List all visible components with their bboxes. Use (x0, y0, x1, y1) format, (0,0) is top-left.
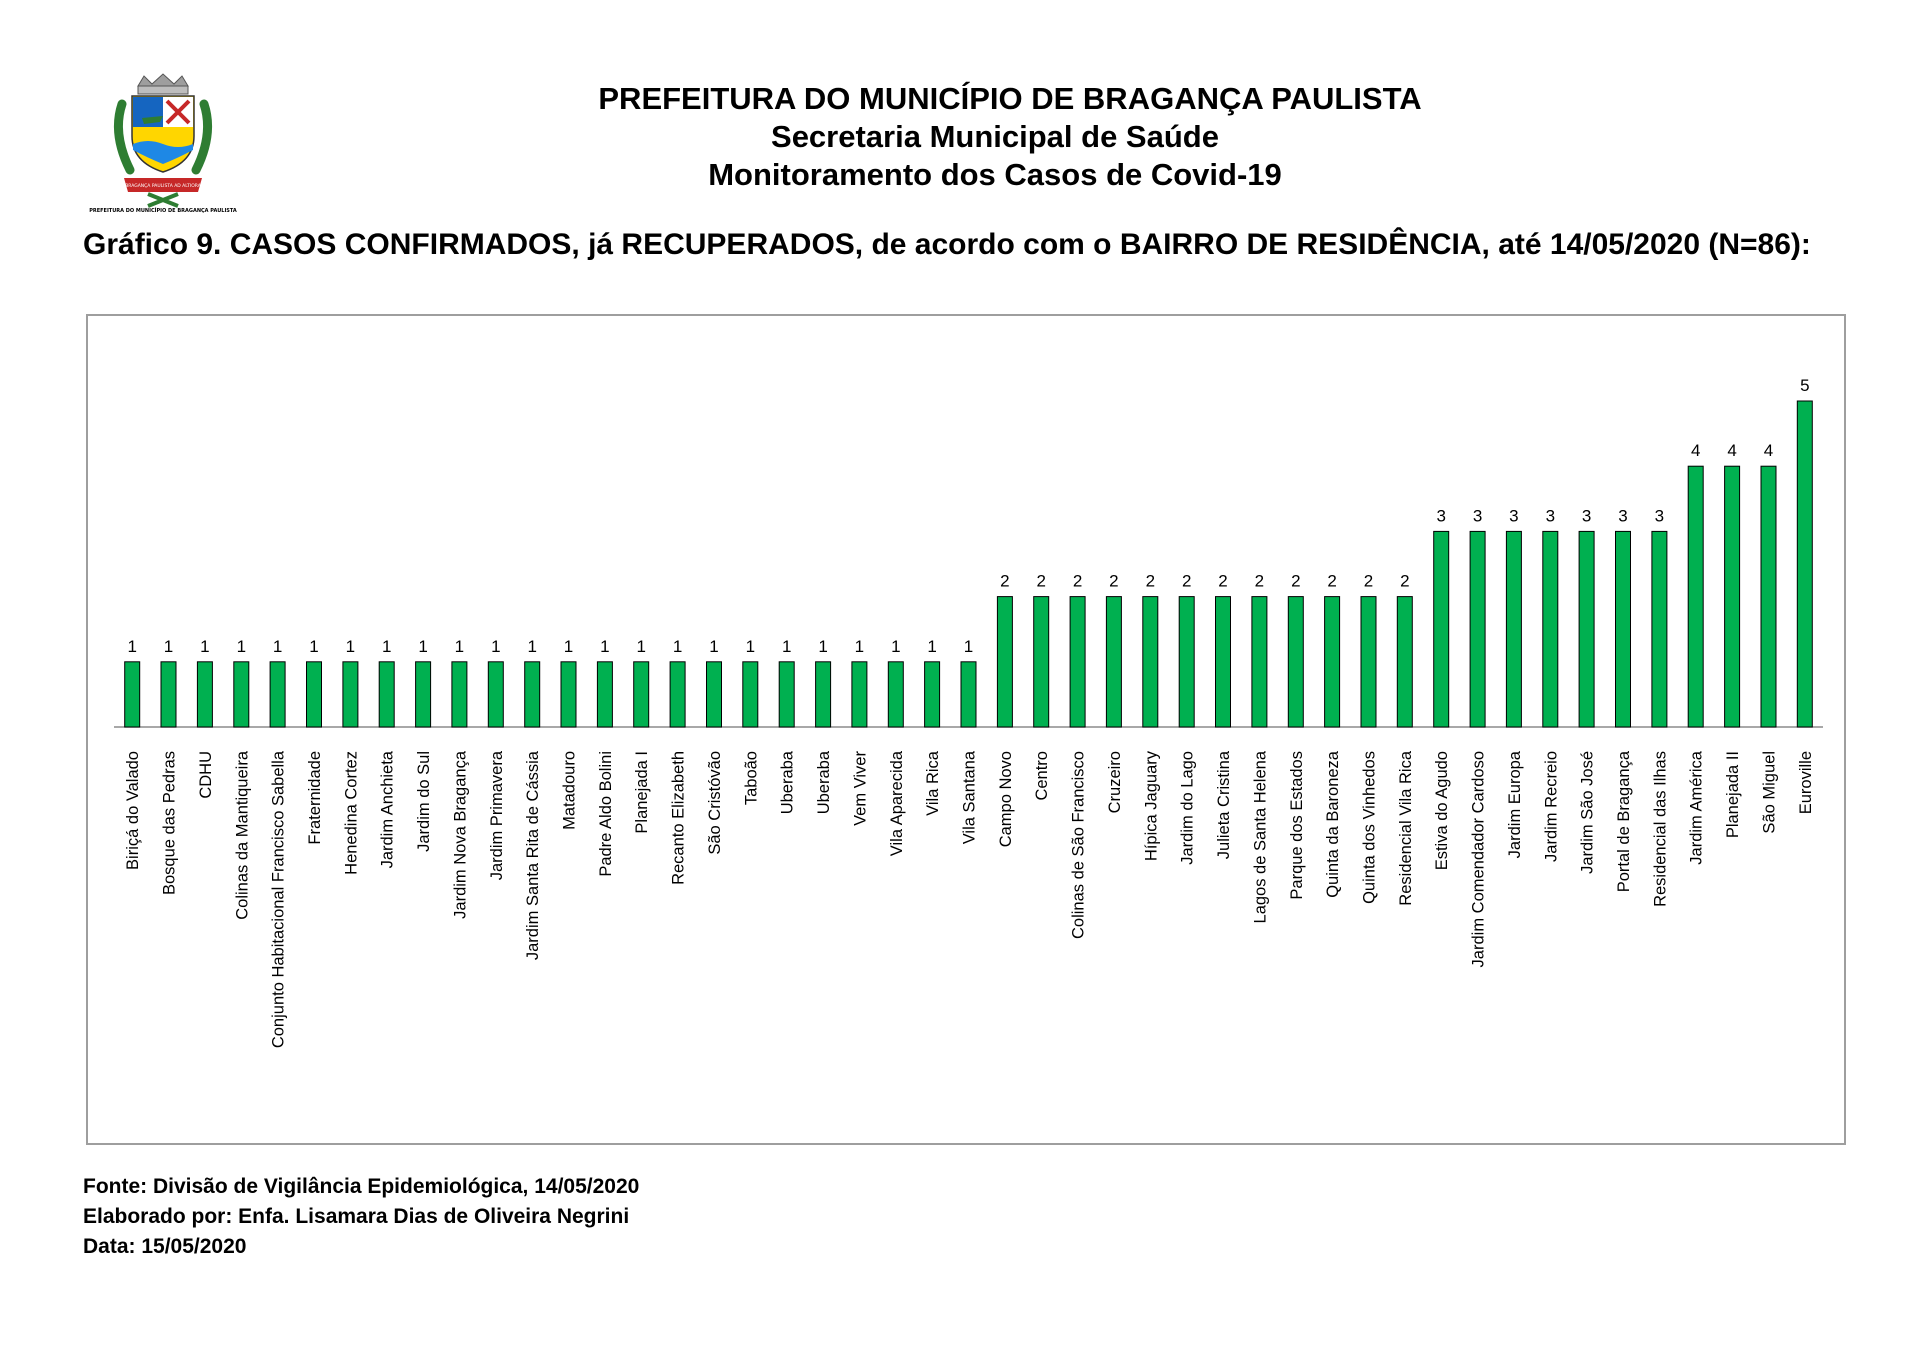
bar-data-label: 2 (1254, 571, 1265, 591)
bar-data-label: 3 (1654, 506, 1665, 526)
bar (561, 662, 576, 727)
bar-data-label: 1 (963, 636, 974, 656)
header-line-3: Monitoramento dos Casos de Covid-19 (708, 157, 1282, 192)
bar-data-label: 2 (1145, 571, 1156, 591)
x-tick-label: Matadouro (560, 751, 579, 830)
logo-banner-text: BRAGANÇA PAULISTA AD ALTIORA (125, 184, 201, 189)
bar (1725, 466, 1740, 727)
bar-data-label: 4 (1690, 441, 1701, 461)
bar (1434, 531, 1449, 727)
header-line-2: Secretaria Municipal de Saúde (771, 119, 1219, 154)
x-tick-label: Conjunto Habitacional Francisco Sabella (269, 751, 288, 1049)
x-tick-label: Parque dos Estados (1287, 751, 1306, 900)
bar (488, 662, 503, 727)
x-tick-label: Julieta Cristina (1215, 751, 1233, 860)
bar (1579, 531, 1594, 727)
bar-data-label: 3 (1618, 506, 1628, 526)
bar (1616, 531, 1631, 727)
x-tick-label: Estiva do Agudo (1433, 751, 1452, 871)
bar-data-label: 1 (600, 636, 610, 656)
bar-data-label: 4 (1763, 441, 1774, 461)
bar (1506, 531, 1521, 727)
x-tick-label: São Cristóvão (706, 751, 724, 855)
bar-data-label: 2 (1072, 571, 1083, 591)
bar-data-label: 1 (636, 636, 646, 656)
bar-data-label: 1 (272, 636, 283, 656)
x-tick-label: Euroville (1796, 751, 1815, 815)
bar-data-label: 3 (1581, 506, 1592, 526)
bar (125, 662, 140, 727)
bar-data-label: 1 (309, 636, 319, 656)
bar-data-label: 2 (1400, 571, 1410, 591)
bar (1288, 597, 1303, 727)
bar-data-label: 2 (1363, 571, 1374, 591)
x-tick-label: CDHU (196, 751, 215, 799)
x-tick-label: Colinas da Mantiqueira (233, 751, 252, 920)
bar-data-label: 1 (491, 636, 501, 656)
x-tick-label: Taboão (742, 751, 761, 806)
bar-data-label: 1 (200, 636, 210, 656)
footer-date: Data: 15/05/2020 (83, 1235, 247, 1258)
bar-data-label: 3 (1436, 506, 1446, 526)
bar (925, 662, 940, 727)
x-tick-label: Lagos de Santa Helena (1251, 751, 1270, 924)
x-tick-label: Planejada II (1724, 751, 1743, 839)
bar (779, 662, 794, 727)
bar (1070, 597, 1085, 727)
bar (1216, 597, 1231, 727)
x-tick-label: Vila Santana (960, 751, 979, 845)
x-tick-label: Jardim Comendador Cardoso (1469, 751, 1488, 968)
bar-data-label: 3 (1472, 506, 1483, 526)
x-tick-label: Quinta da Baroneza (1324, 751, 1343, 898)
x-tick-label: Portal de Bragança (1615, 751, 1633, 893)
bar (1252, 597, 1267, 727)
x-tick-label: Hípica Jaguary (1142, 751, 1161, 862)
logo-caption-text: PREFEITURA DO MUNICÍPIO DE BRAGANÇA PAULISTA (89, 208, 237, 214)
x-tick-label: Jardim do Lago (1178, 751, 1197, 865)
bar-data-label: 2 (1218, 571, 1228, 591)
footer-source: Fonte: Divisão de Vigilância Epidemiológica, 14/05/2020 (83, 1175, 640, 1198)
bar (234, 662, 249, 727)
x-tick-label: Padre Aldo Bolini (596, 751, 615, 877)
bar-data-label: 2 (1291, 571, 1301, 591)
bar (852, 662, 867, 727)
bar-data-label: 1 (781, 636, 792, 656)
x-tick-label: Jardim Primavera (487, 751, 506, 881)
x-tick-label: Cruzeiro (1105, 751, 1124, 814)
bar (161, 662, 176, 727)
x-tick-label: Jardim Recreio (1542, 751, 1561, 862)
bar-data-label: 1 (818, 636, 828, 656)
x-tick-label: Recanto Elizabeth (669, 751, 688, 885)
bar-data-label: 1 (563, 636, 574, 656)
bar-data-label: 5 (1800, 376, 1810, 395)
x-tick-label: Colinas de São Francisco (1069, 751, 1088, 940)
bar (525, 662, 540, 727)
x-tick-label: Vila Rica (924, 751, 943, 816)
bar-data-label: 1 (381, 636, 392, 656)
bar-data-label: 1 (418, 636, 428, 656)
bar-data-label: 1 (163, 636, 174, 656)
bar (707, 662, 722, 727)
footer (83, 1172, 639, 1262)
x-tick-label: Jardim Europa (1505, 751, 1524, 859)
bar (1325, 597, 1340, 727)
x-tick-label: Jardim Santa Rita de Cássia (524, 751, 543, 961)
bar (1397, 597, 1412, 727)
bar (1143, 597, 1158, 727)
x-tick-label: Jardim Nova Bragança (451, 751, 470, 919)
bar-data-label: 2 (1181, 571, 1192, 591)
x-tick-label: Biriçá do Valado (124, 751, 143, 870)
bar-data-label: 2 (1000, 571, 1010, 591)
bar (270, 662, 285, 727)
header-line-1: PREFEITURA DO MUNICÍPIO DE BRAGANÇA PAULISTA (598, 81, 1422, 116)
bar (634, 662, 649, 727)
x-tick-label: Planejada I (633, 751, 652, 834)
bar-data-label: 3 (1509, 506, 1519, 526)
bar (597, 662, 612, 727)
x-tick-label: Jardim América (1687, 751, 1706, 865)
x-tick-label: Residencial Vila Rica (1396, 751, 1415, 906)
x-tick-label: São Miguel (1760, 751, 1779, 834)
x-tick-label: Quinta dos Vinhedos (1360, 751, 1379, 904)
bar (452, 662, 467, 727)
bar-data-label: 1 (854, 636, 865, 656)
bar (197, 662, 212, 727)
bar (997, 597, 1012, 727)
bar-data-label: 3 (1545, 506, 1556, 526)
bar-data-label: 2 (1327, 571, 1337, 591)
bar-data-label: 4 (1727, 441, 1737, 461)
bar-data-label: 1 (672, 636, 683, 656)
bar-data-label: 1 (127, 636, 137, 656)
bar-data-label: 1 (891, 636, 901, 656)
footer-author: Elaborado por: Enfa. Lisamara Dias de Oliveira Negrini (83, 1205, 630, 1228)
bar (1106, 597, 1121, 727)
x-tick-label: Jardim São José (1578, 751, 1597, 874)
bar-data-label: 1 (527, 636, 537, 656)
bar-data-label: 1 (709, 636, 719, 656)
x-tick-label: Residencial das Ilhas (1651, 751, 1670, 907)
bar-data-label: 2 (1036, 571, 1046, 591)
x-tick-label: Vila Aparecida (887, 751, 906, 857)
bar (379, 662, 394, 727)
bar (1034, 597, 1049, 727)
x-tick-label: Fraternidade (306, 751, 324, 845)
bar-data-label: 1 (927, 636, 937, 656)
bar-data-label: 1 (236, 636, 247, 656)
bar (307, 662, 322, 727)
x-tick-label: Bosque das Pedras (160, 751, 179, 896)
bar (343, 662, 358, 727)
chart-title: Gráfico 9. CASOS CONFIRMADOS, já RECUPERADOS, de acordo com o BAIRRO DE RESIDÊNCIA, até 14/05/2020 (N=86): (83, 228, 1811, 261)
x-tick-label: Jardim do Sul (415, 751, 434, 852)
bar (416, 662, 431, 727)
bar-data-label: 1 (345, 636, 356, 656)
x-tick-label: Henedina Cortez (342, 751, 361, 875)
bar-data-label: 2 (1109, 571, 1119, 591)
bar (1797, 401, 1812, 727)
bar (670, 662, 685, 727)
x-tick-label: Uberaba (778, 751, 797, 815)
x-tick-label: Campo Novo (996, 751, 1015, 848)
bar (1652, 531, 1667, 727)
x-tick-label: Jardim Anchieta (378, 751, 397, 869)
bar (1688, 466, 1703, 727)
bar (1543, 531, 1558, 727)
bar (961, 662, 976, 727)
bar (1761, 466, 1776, 727)
x-tick-label: Vem Viver (851, 751, 870, 826)
bar-data-label: 1 (745, 636, 756, 656)
x-tick-label: Centro (1033, 751, 1052, 801)
bar (743, 662, 758, 727)
bar (1361, 597, 1376, 727)
bar (816, 662, 831, 727)
bar (1470, 531, 1485, 727)
bar-data-label: 1 (454, 636, 465, 656)
bar (888, 662, 903, 727)
bar (1179, 597, 1194, 727)
x-tick-label: Uberaba (815, 751, 834, 815)
